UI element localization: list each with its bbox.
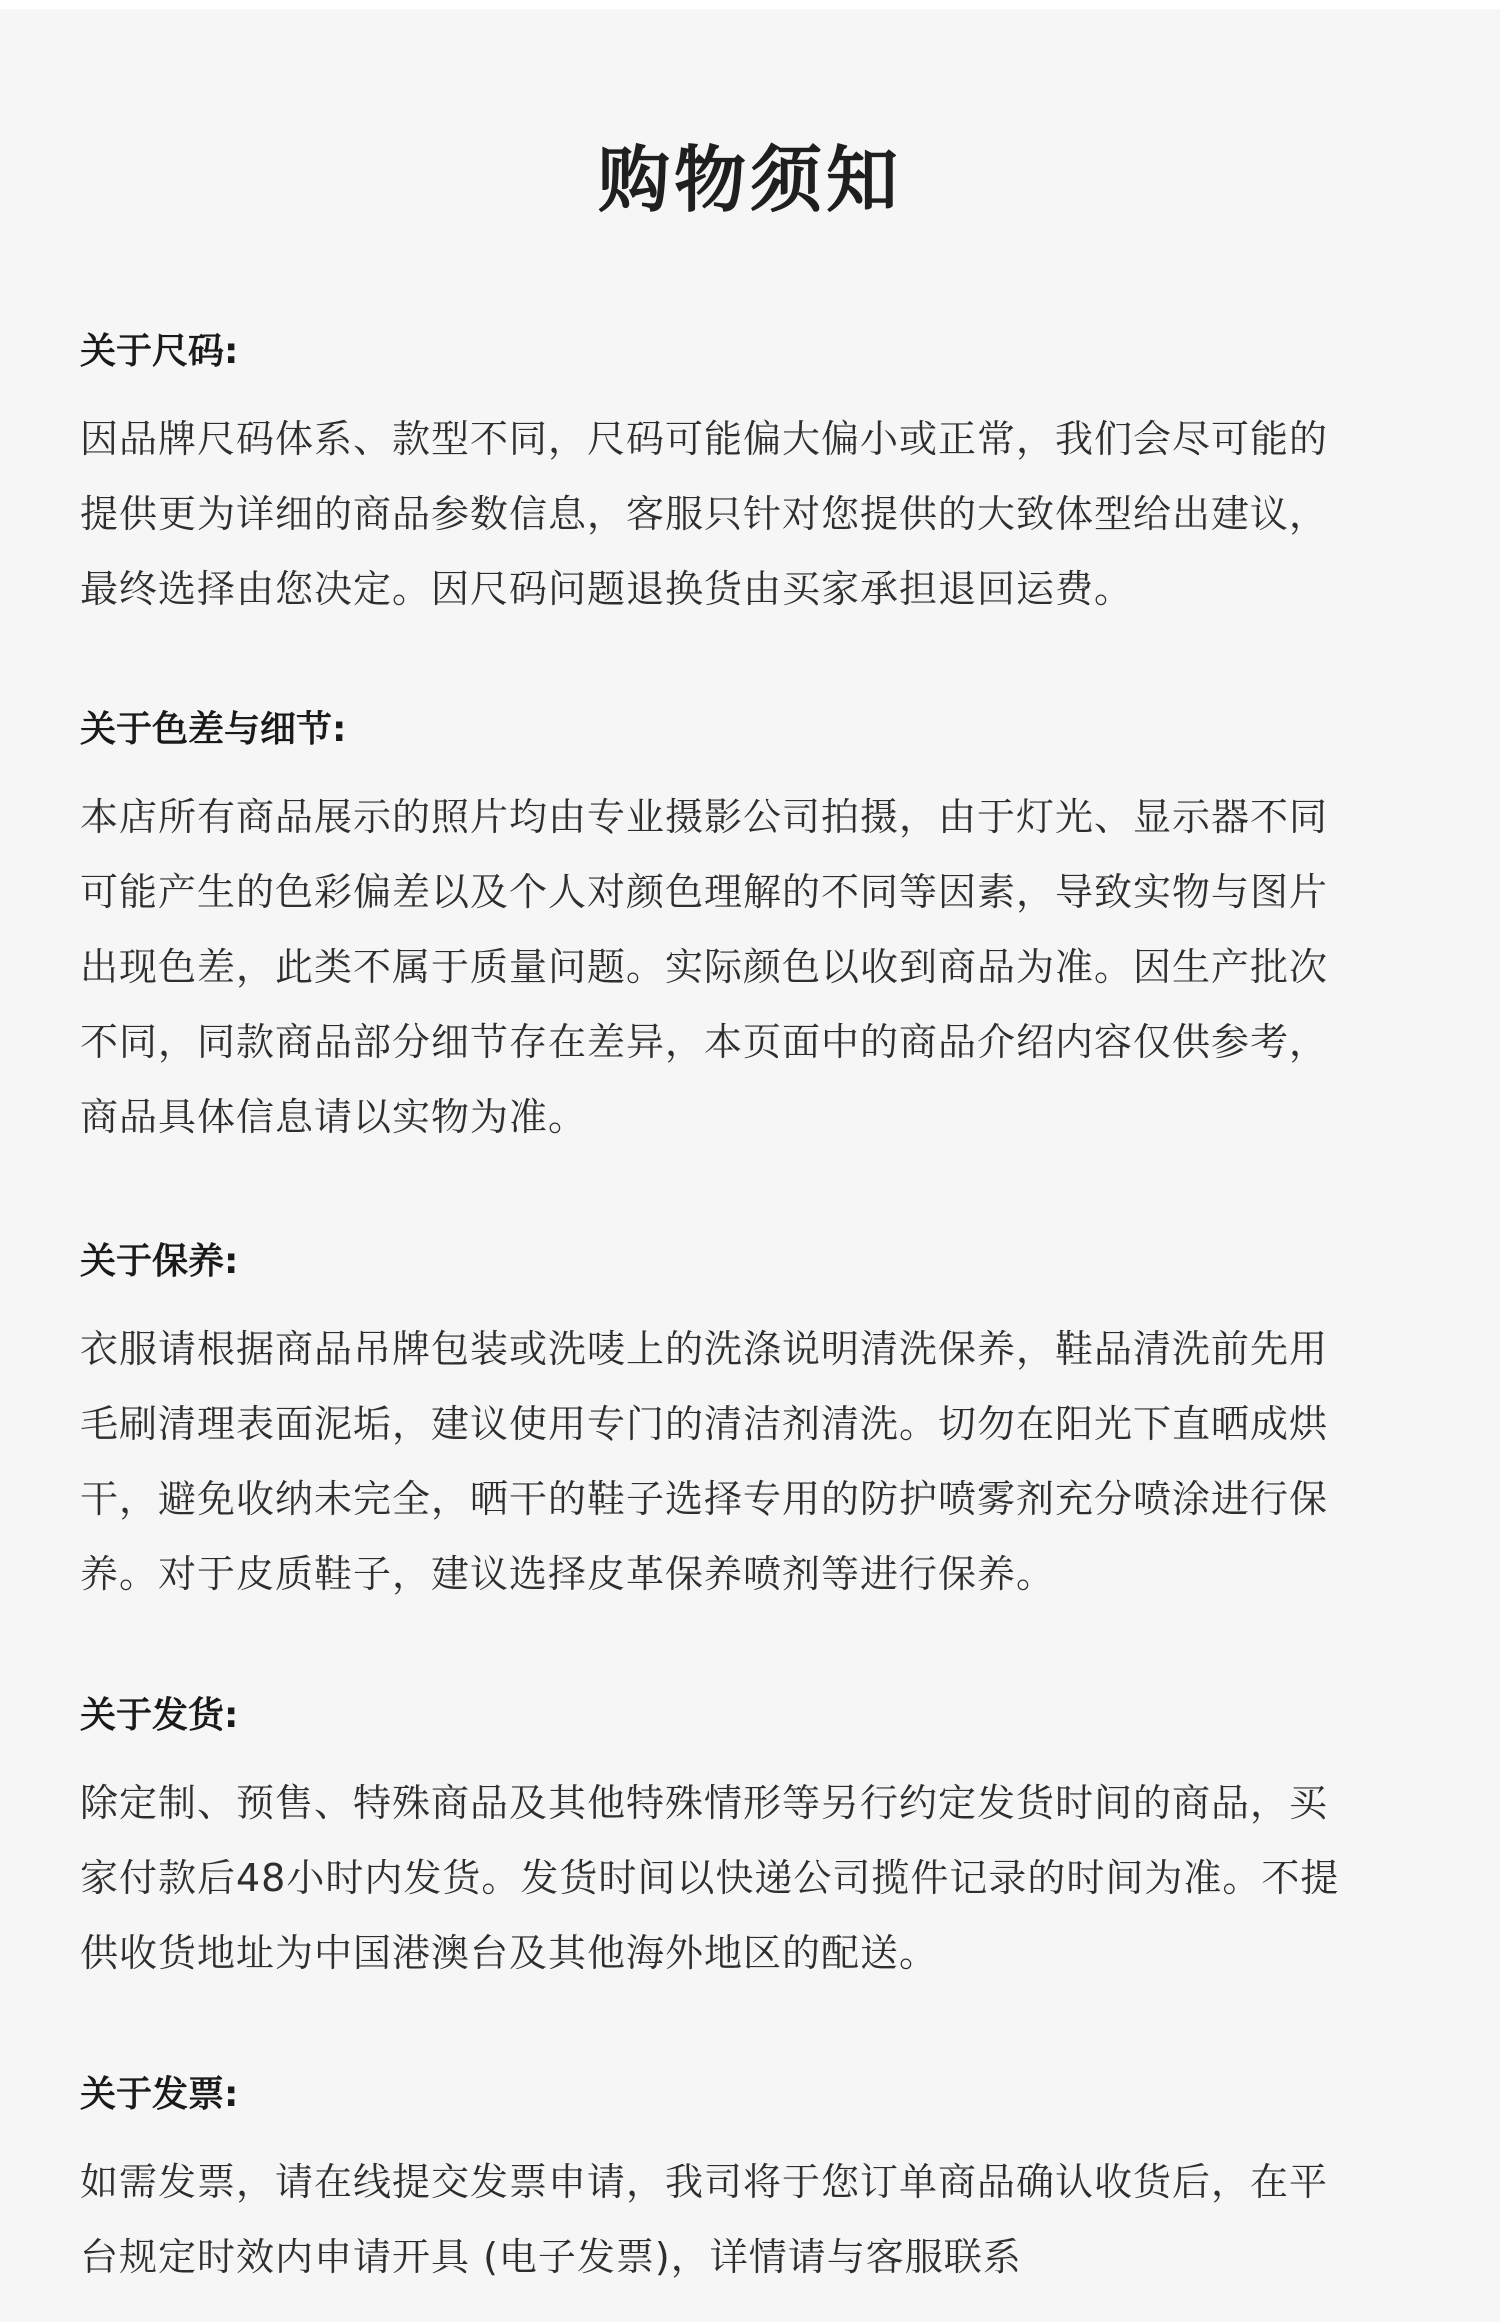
body-line: 如需发票，请在线提交发票申请，我司将于您订单商品确认收货后，在平 — [80, 2160, 1329, 2204]
section-heading: 关于尺码: — [80, 331, 239, 372]
page-title: 购物须知 — [597, 138, 902, 222]
body-line: 可能产生的色彩偏差以及个人对颜色理解的不同等因素，导致实物与图片 — [80, 870, 1329, 914]
section-body — [80, 2145, 1425, 2295]
body-line: 最终选择由您决定。因尺码问题退换货由买家承担退回运费。 — [80, 567, 1134, 611]
section-size — [80, 327, 1425, 627]
section-heading: 关于发票: — [80, 2074, 239, 2115]
section-heading: 关于保养: — [80, 1241, 239, 1282]
section-shipping — [80, 1691, 1425, 1991]
section-heading: 关于发货: — [80, 1695, 239, 1736]
body-line: 本店所有商品展示的照片均由专业摄影公司拍摄，由于灯光、显示器不同 — [80, 795, 1329, 839]
section-invoice — [80, 2070, 1425, 2295]
body-line: 商品具体信息请以实物为准。 — [80, 1095, 588, 1139]
section-body — [80, 1312, 1425, 1612]
body-line: 出现色差，此类不属于质量问题。实际颜色以收到商品为准。因生产批次 — [80, 945, 1329, 989]
body-line: 养。对于皮质鞋子，建议选择皮革保养喷剂等进行保养。 — [80, 1552, 1056, 1596]
body-line: 干，避免收纳未完全，晒干的鞋子选择专用的防护喷雾剂充分喷涂进行保 — [80, 1477, 1329, 1521]
body-line: 不同，同款商品部分细节存在差异，本页面中的商品介绍内容仅供参考， — [80, 1020, 1329, 1064]
section-heading: 关于色差与细节: — [80, 709, 347, 750]
body-line: 因品牌尺码体系、款型不同，尺码可能偏大偏小或正常，我们会尽可能的 — [80, 417, 1329, 461]
section-care — [80, 1237, 1425, 1612]
body-line: 台规定时效内申请开具 (电子发票)，详情请与客服联系 — [80, 2235, 1022, 2279]
notice-panel — [0, 9, 1500, 2322]
body-line: 衣服请根据商品吊牌包装或洗唛上的洗涤说明清洗保养，鞋品清洗前先用 — [80, 1327, 1329, 1371]
section-body — [80, 402, 1425, 627]
body-line: 毛刷清理表面泥垢，建议使用专门的清洁剂清洗。切勿在阳光下直晒成烘 — [80, 1402, 1329, 1446]
section-body — [80, 1766, 1425, 1991]
body-line: 提供更为详细的商品参数信息，客服只针对您提供的大致体型给出建议， — [80, 492, 1329, 536]
section-body — [80, 780, 1425, 1155]
section-color-details — [80, 705, 1425, 1155]
body-line: 除定制、预售、特殊商品及其他特殊情形等另行约定发货时间的商品，买 — [80, 1781, 1329, 1825]
body-line: 供收货地址为中国港澳台及其他海外地区的配送。 — [80, 1931, 939, 1975]
body-line: 家付款后48小时内发货。发货时间以快递公司揽件记录的时间为准。不提 — [80, 1856, 1340, 1900]
